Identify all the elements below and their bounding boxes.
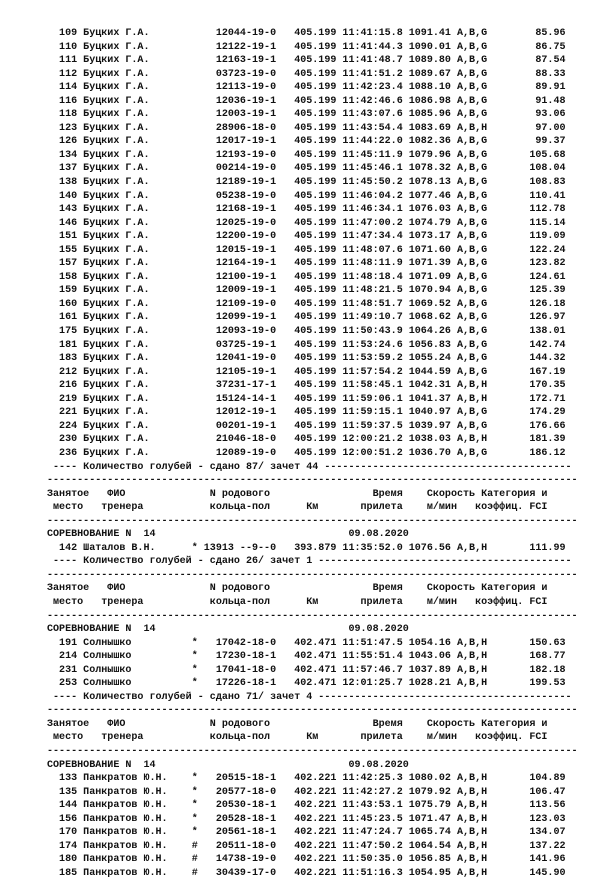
result-row: 118 Буцких Г.А. 12003-19-1 405.199 11:43:07.6 1085.96 А,В,G 93.06 [47,109,566,121]
result-row: 159 Буцких Г.А. 12009-19-1 405.199 11:48:21.5 1070.94 А,В,G 125.39 [47,285,566,297]
result-row: 212 Буцких Г.А. 12105-19-1 405.199 11:57:54.2 1044.59 А,В,G 167.19 [47,366,566,378]
column-header-row-1: Занятое ФИО N родового Время Скорость Категория и [47,718,548,730]
result-row: 221 Буцких Г.А. 12012-19-1 405.199 11:59:15.1 1040.97 А,В,G 174.29 [47,407,566,419]
result-row: 111 Буцких Г.А. 12163-19-1 405.199 11:41:48.7 1089.80 А,В,G 87.54 [47,55,566,67]
result-row: 138 Буцких Г.А. 12189-19-1 405.199 11:45:50.2 1078.13 А,В,G 108.83 [47,177,566,189]
result-row: 156 Панкратов Ю.Н. * 20528-18-1 402.221 11:45:23.5 1071.47 А,В,Н 123.03 [47,813,566,825]
result-row: 180 Панкратов Ю.Н. # 14738-19-0 402.221 11:50:35.0 1056.85 А,В,Н 141.96 [47,854,566,866]
result-row: 112 Буцких Г.А. 03723-19-0 405.199 11:41:51.2 1089.67 А,В,G 88.33 [47,68,566,80]
result-row: 146 Буцких Г.А. 12025-19-0 405.199 11:47:00.2 1074.79 А,В,G 115.14 [47,217,566,229]
result-row: 183 Буцких Г.А. 12041-19-0 405.199 11:53:59.2 1055.24 А,В,G 144.32 [47,353,566,365]
result-row: 123 Буцких Г.А. 28906-18-0 405.199 11:43:54.4 1083.69 А,В,Н 97.00 [47,122,566,134]
separator-line: ---------------------------------------------------------------------------------------- [47,515,578,527]
result-row: 214 Солнышко * 17230-18-1 402.471 11:55:51.4 1043.06 А,В,Н 168.77 [47,651,566,663]
result-row: 126 Буцких Г.А. 12017-19-1 405.199 11:44:22.0 1082.36 А,В,G 99.37 [47,136,566,148]
separator-line: ---------------------------------------------------------------------------------------- [47,745,578,757]
result-row: 133 Панкратов Ю.Н. * 20515-18-1 402.221 11:42:25.3 1080.02 А,В,Н 104.89 [47,773,566,785]
competition-header: СОРЕВНОВАНИЕ N 14 09.08.2020 [47,759,409,771]
separator-line: ---------------------------------------------------------------------------------------- [47,475,578,487]
competition-header: СОРЕВНОВАНИЕ N 14 09.08.2020 [47,624,409,636]
result-row: 116 Буцких Г.А. 12036-19-1 405.199 11:42:46.6 1086.98 А,В,G 91.48 [47,95,566,107]
result-row: 185 Панкратов Ю.Н. # 30439-17-0 402.221 11:51:16.3 1054.95 А,В,Н 145.90 [47,867,566,879]
pigeon-count-summary: ---- Количество голубей - сдано 26/ зачет 1 ------------------------------------------ [47,556,572,568]
result-row: 175 Буцких Г.А. 12093-19-0 405.199 11:50:43.9 1064.26 А,В,G 138.01 [47,326,566,338]
result-row: 161 Буцких Г.А. 12099-19-1 405.199 11:49:10.7 1068.62 А,В,G 126.97 [47,312,566,324]
result-row: 253 Солнышко * 17226-18-1 402.471 12:01:25.7 1028.21 А,В,Н 199.53 [47,678,566,690]
column-header-row-2: место тренера кольца-пол Км прилета м/мин коэффиц. FCI [47,596,548,608]
result-row: 174 Панкратов Ю.Н. # 20511-18-0 402.221 11:47:50.2 1064.54 А,В,Н 137.22 [47,840,566,852]
separator-line: ---------------------------------------------------------------------------------------- [47,705,578,717]
result-row: 114 Буцких Г.А. 12113-19-0 405.199 11:42:23.4 1088.10 А,В,G 89.91 [47,82,566,94]
result-row: 134 Буцких Г.А. 12193-19-0 405.199 11:45:11.9 1079.96 А,В,G 105.68 [47,149,566,161]
result-row: 110 Буцких Г.А. 12122-19-1 405.199 11:41:44.3 1090.01 А,В,G 86.75 [47,41,566,53]
pigeon-count-summary: ---- Количество голубей - сдано 87/ зачет 44 ----------------------------------------- [47,461,572,473]
result-row: 155 Буцких Г.А. 12015-19-1 405.199 11:48:07.6 1071.60 А,В,G 122.24 [47,244,566,256]
column-header-row-1: Занятое ФИО N родового Время Скорость Категория и [47,488,548,500]
separator-line: ---------------------------------------------------------------------------------------- [47,569,578,581]
result-row: 236 Буцких Г.А. 12089-19-0 405.199 12:00:51.2 1036.70 А,В,G 186.12 [47,447,566,459]
result-row: 216 Буцких Г.А. 37231-17-1 405.199 11:58:45.1 1042.31 А,В,Н 170.35 [47,380,566,392]
result-row: 181 Буцких Г.А. 03725-19-1 405.199 11:53:24.6 1056.83 А,В,G 142.74 [47,339,566,351]
result-row: 144 Панкратов Ю.Н. * 20530-18-1 402.221 11:43:53.1 1075.79 А,В,Н 113.56 [47,800,566,812]
result-row: 170 Панкратов Ю.Н. * 20561-18-1 402.221 11:47:24.7 1065.74 А,В,Н 134.07 [47,827,566,839]
result-row: 151 Буцких Г.А. 12200-19-0 405.199 11:47:34.4 1073.17 А,В,G 119.09 [47,231,566,243]
result-row: 231 Солнышко * 17041-18-0 402.471 11:57:46.7 1037.89 А,В,Н 182.18 [47,664,566,676]
result-row: 140 Буцких Г.А. 05238-19-0 405.199 11:46:04.2 1077.46 А,В,G 110.41 [47,190,566,202]
result-row: 230 Буцких Г.А. 21046-18-0 405.199 12:00:21.2 1038.03 А,В,Н 181.39 [47,434,566,446]
result-row: 142 Шаталов В.Н. * 13913 --9--0 393.879 11:35:52.0 1076.56 А,В,Н 111.99 [47,542,566,554]
result-row: 219 Буцких Г.А. 15124-14-1 405.199 11:59:06.1 1041.37 А,В,Н 172.71 [47,393,566,405]
competition-header: СОРЕВНОВАНИЕ N 14 09.08.2020 [47,529,409,541]
separator-line: ---------------------------------------------------------------------------------------- [47,610,578,622]
result-row: 137 Буцких Г.А. 00214-19-0 405.199 11:45:46.1 1078.32 А,В,G 108.04 [47,163,566,175]
result-row: 191 Солнышко * 17042-18-0 402.471 11:51:47.5 1054.16 А,В,Н 150.63 [47,637,566,649]
result-row: 135 Панкратов Ю.Н. * 20577-18-0 402.221 11:42:27.2 1079.92 А,В,Н 106.47 [47,786,566,798]
result-row: 224 Буцких Г.А. 00201-19-1 405.199 11:59:37.5 1039.97 А,В,G 176.66 [47,420,566,432]
result-row: 143 Буцких Г.А. 12168-19-1 405.199 11:46:34.1 1076.03 А,В,G 112.78 [47,204,566,216]
pigeon-count-summary: ---- Количество голубей - сдано 71/ зачет 4 ------------------------------------------ [47,691,572,703]
result-row: 109 Буцких Г.А. 12044-19-0 405.199 11:41:15.8 1091.41 А,В,G 85.96 [47,28,566,39]
column-header-row-2: место тренера кольца-пол Км прилета м/мин коэффиц. FCI [47,502,548,514]
result-row: 160 Буцких Г.А. 12109-19-0 405.199 11:48:51.7 1069.52 А,В,G 126.18 [47,298,566,310]
column-header-row-2: место тренера кольца-пол Км прилета м/мин коэффиц. FCI [47,732,548,744]
result-row: 157 Буцких Г.А. 12164-19-1 405.199 11:48:11.9 1071.39 А,В,G 123.82 [47,258,566,270]
results-document [47,27,578,880]
column-header-row-1: Занятое ФИО N родового Время Скорость Категория и [47,583,548,595]
result-row: 158 Буцких Г.А. 12100-19-1 405.199 11:48:18.4 1071.09 А,В,G 124.61 [47,271,566,283]
